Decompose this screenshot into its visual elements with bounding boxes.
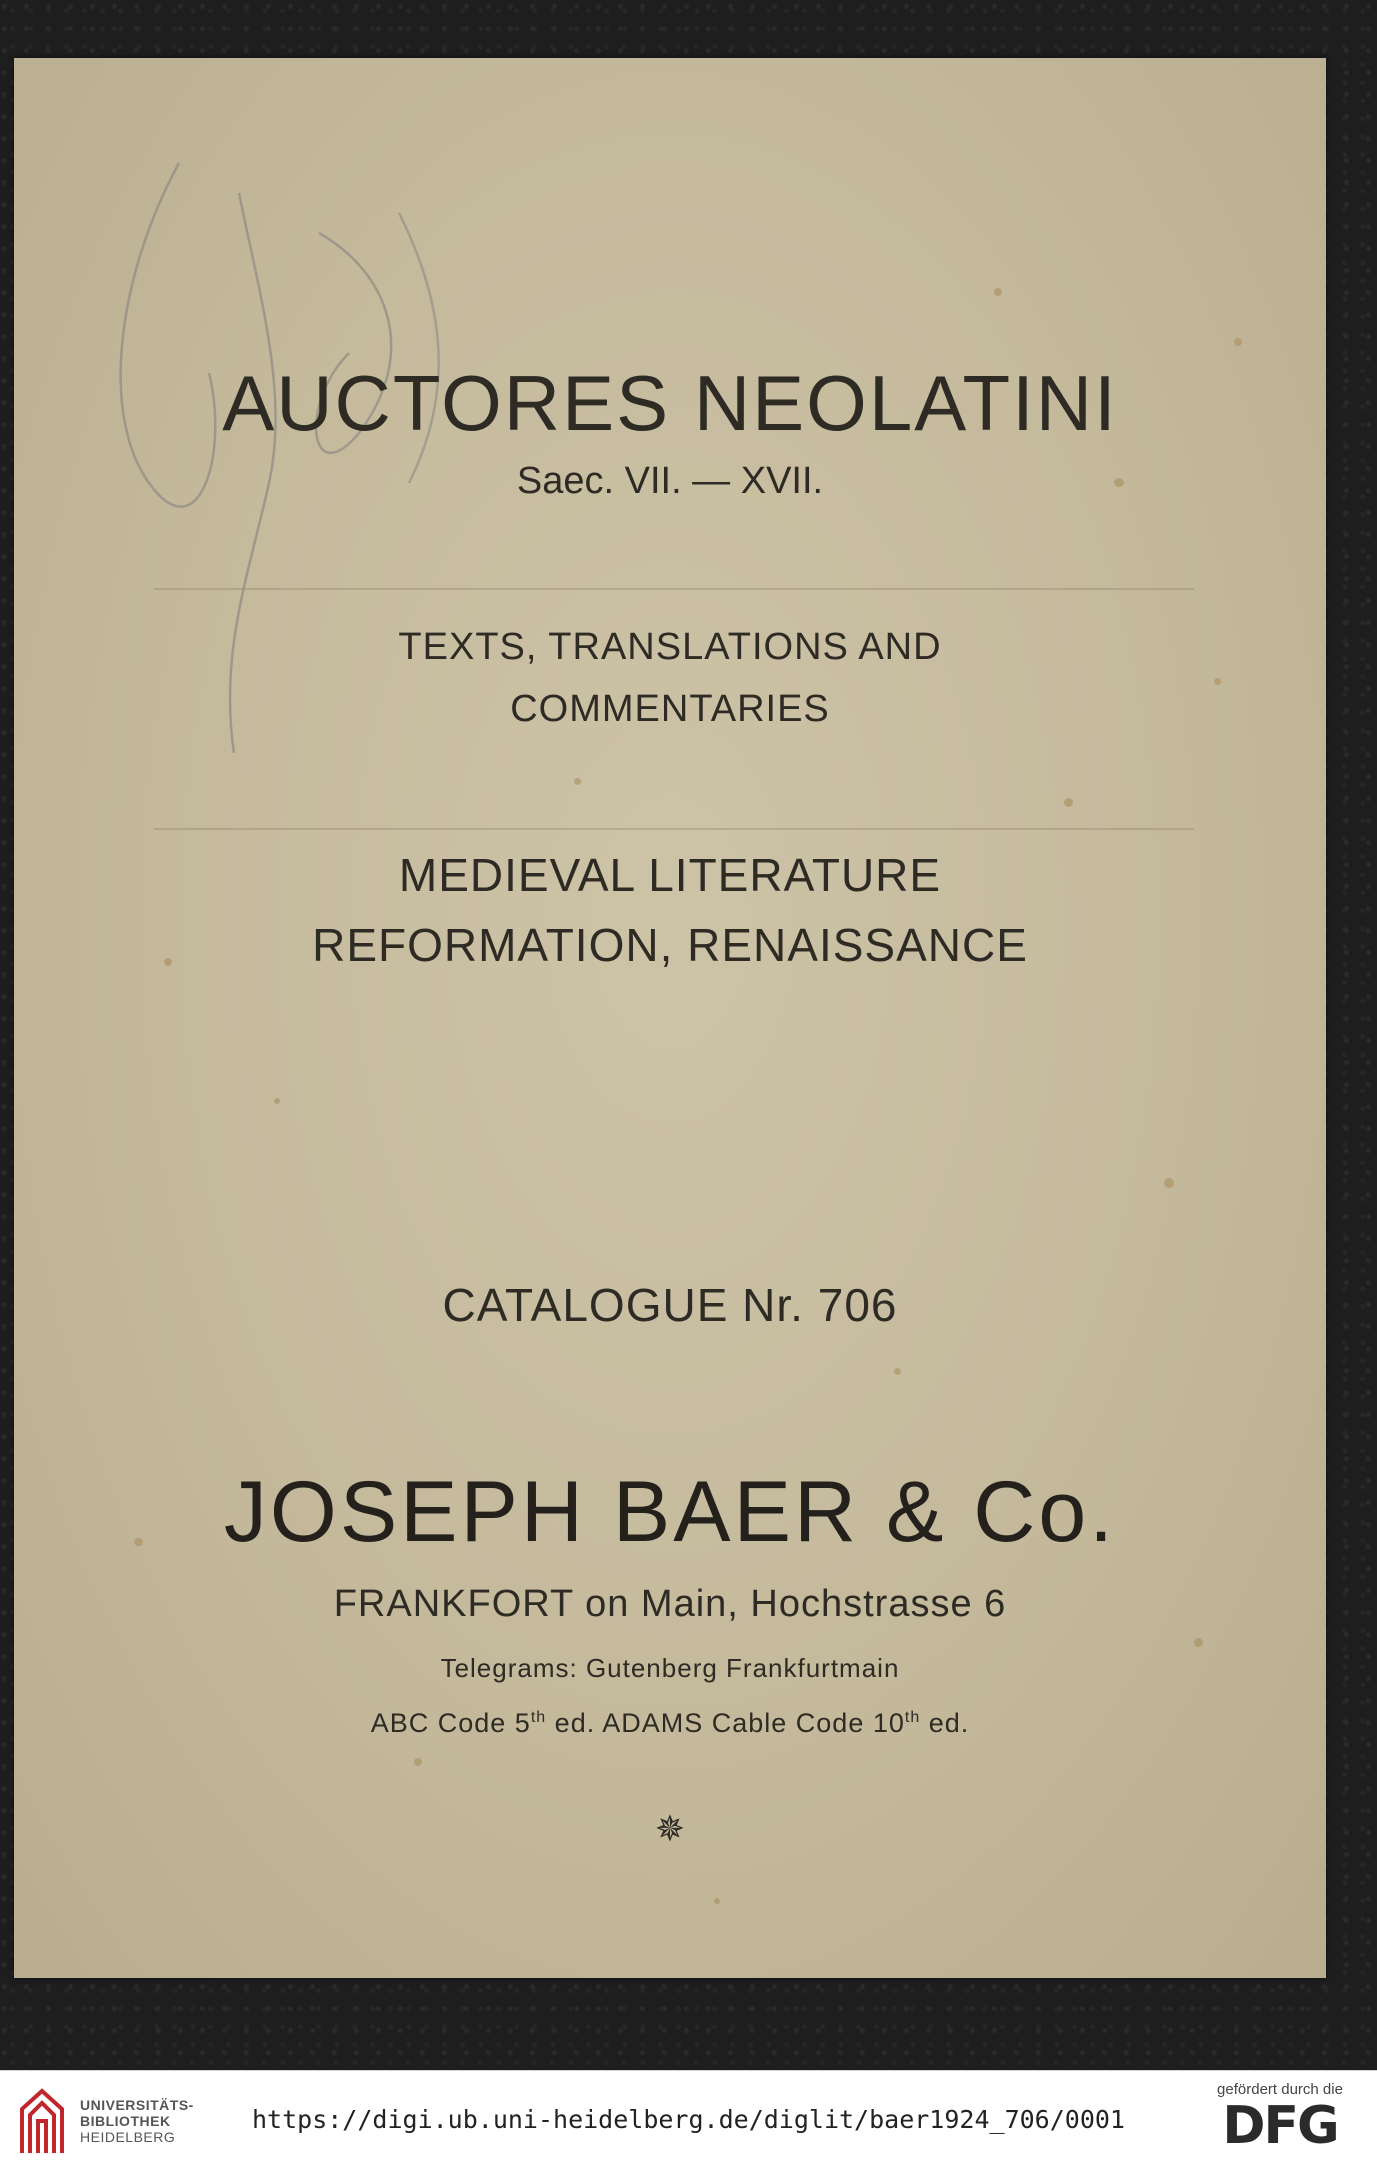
foxing-spot [894,1368,901,1375]
foxing-spot [994,288,1002,296]
funding-caption: gefördert durch die [1217,2081,1343,2098]
catalogue-cover-page [14,58,1326,1978]
section-heading-medieval-line2: REFORMATION, RENAISSANCE [312,919,1028,971]
adams-code-text: ed. ADAMS Cable Code 10 [546,1708,905,1738]
catalogue-title: AUCTORES NEOLATINI [222,359,1118,447]
centuries-subtitle: Saec. VII. — XVII. [516,460,824,502]
section-heading-texts-line2: COMMENTARIES [510,688,830,730]
university-name-line2: BIBLIOTHEK [80,2113,171,2129]
telegram-address: Telegrams: Gutenberg Frankfurtmain [440,1653,900,1683]
foxing-spot [574,778,581,785]
section-heading-texts-line1: TEXTS, TRANSLATIONS AND [398,626,942,668]
foxing-spot [1234,338,1242,346]
abc-code-superscript: th [530,1709,547,1726]
publisher-name: JOSEPH BAER & Co. [223,1464,1117,1560]
university-name-line3: HEIDELBERG [80,2129,176,2145]
foxing-spot [1214,678,1221,685]
foxing-spot [1064,798,1073,807]
university-name-line1: UNIVERSITÄTS- [80,2097,194,2113]
foxing-spot [1164,1178,1174,1188]
codes-suffix-text: ed. [920,1708,970,1738]
adams-code-superscript: th [904,1709,921,1726]
viewer-footer [0,2070,1377,2172]
catalogue-number: CATALOGUE Nr. 706 [442,1279,898,1331]
star-ornament-icon: ✵ [654,1808,686,1849]
abc-code-text: ABC Code 5 [370,1708,531,1738]
section-heading-medieval-line1: MEDIEVAL LITERATURE [398,849,942,901]
foxing-spot [414,1758,422,1766]
bleed-through-rule [154,828,1194,830]
foxing-spot [1194,1638,1203,1647]
foxing-spot [274,1098,280,1104]
publisher-address: FRANKFORT on Main, Hochstrasse 6 [333,1583,1007,1625]
cable-codes [14,1708,1326,1739]
foxing-spot [714,1898,720,1904]
permalink-url[interactable]: https://digi.ub.uni-heidelberg.de/diglit/baer1924_706/0001 [252,2105,1125,2134]
funder-block[interactable] [1205,2081,1355,2154]
dfg-logo-icon: DFG [1222,2096,1338,2156]
